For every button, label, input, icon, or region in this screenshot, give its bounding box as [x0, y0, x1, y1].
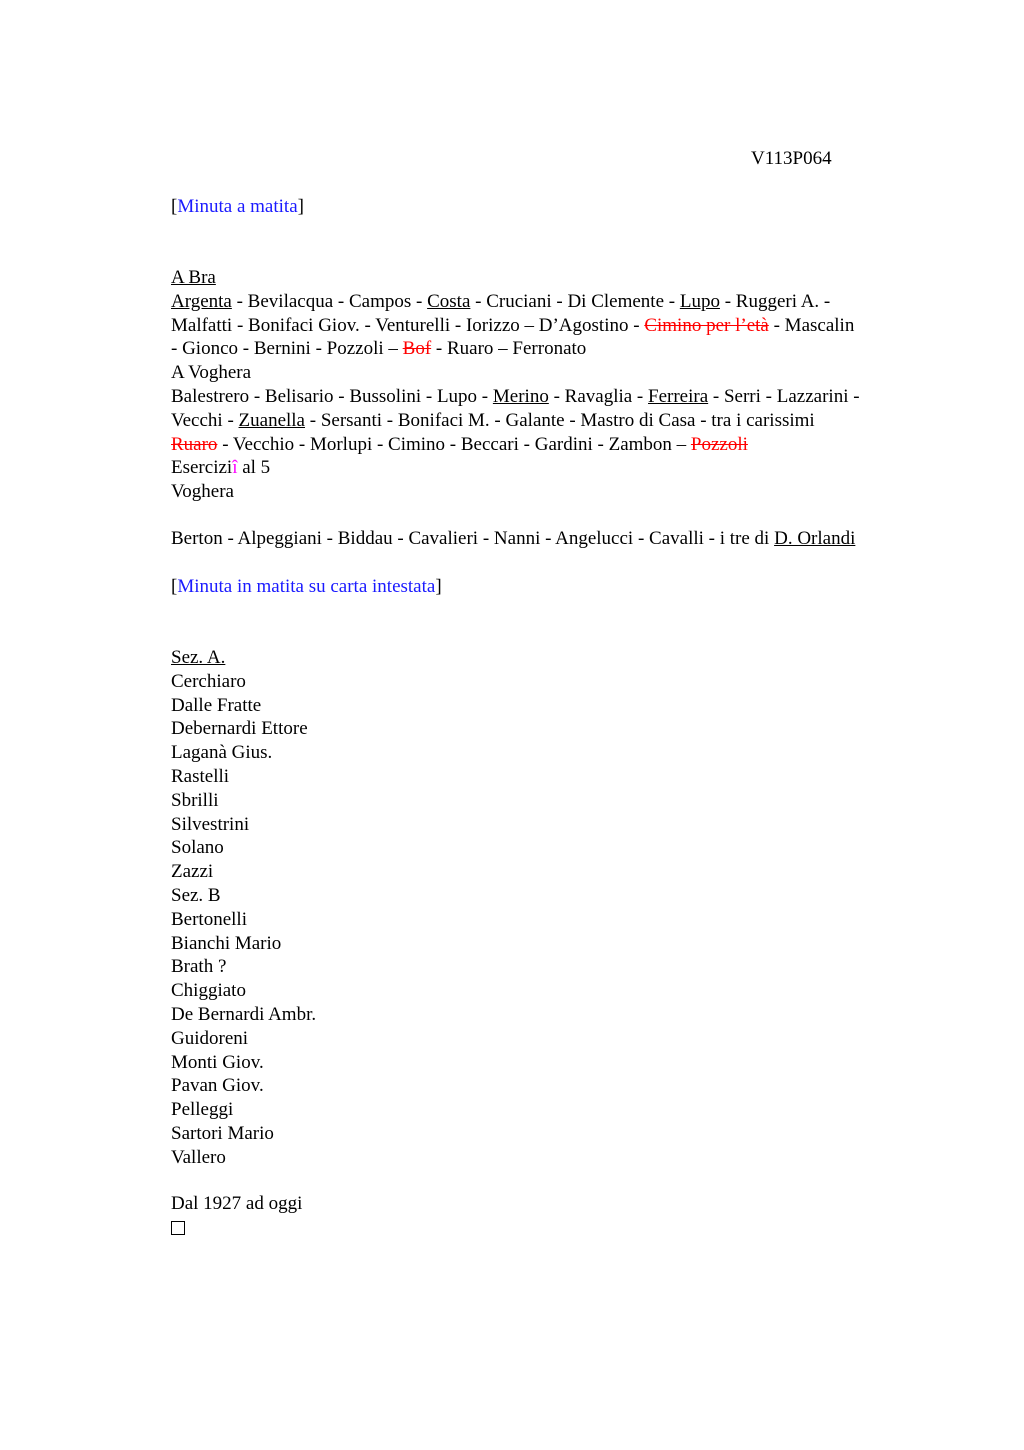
sections-list: [171, 646, 931, 1170]
struck-name: Cimino per l’età: [644, 314, 769, 336]
editorial-note-pencil-draft: [Minuta a matita]: [171, 196, 304, 217]
document-reference: V113P064: [751, 148, 832, 169]
name-list-text: - Ravaglia -: [548, 385, 649, 407]
list-item: Rastelli: [171, 765, 230, 787]
list-item: Bianchi Mario: [171, 932, 282, 954]
list-item: Monti Giov.: [171, 1051, 264, 1073]
name-list-text: - Gionco - Bernini - Pozzoli –: [171, 338, 403, 360]
voghera-heading: A Voghera: [171, 362, 252, 384]
list-item: De Bernardi Ambr.: [171, 1003, 317, 1025]
name-list-text: - Vecchio - Morlupi - Cimino - Beccari - Gardini - Zambon –: [217, 433, 691, 455]
name-underlined: Costa: [427, 290, 471, 312]
list-item: Bertonelli: [171, 908, 247, 930]
name-list-text: - Cruciani - Di Clemente -: [470, 290, 680, 312]
struck-name: Pozzoli: [690, 433, 748, 455]
uncertain-character: î: [232, 457, 238, 479]
name-list-text: - Sersanti - Bonifaci M. - Galante - Mastro di Casa - tra i carissimi: [305, 409, 815, 431]
voghera-line-2: [171, 409, 931, 433]
list-item: Silvestrini: [171, 813, 250, 835]
editorial-note-text: Minuta a matita: [177, 196, 298, 217]
list-item: Vallero: [171, 1146, 226, 1168]
berton-line: [171, 527, 931, 551]
name-list-text: - Bevilacqua - Campos -: [231, 290, 428, 312]
bra-heading: A Bra: [171, 267, 216, 288]
name-list-text: Balestrero - Belisario - Bussolini - Lupo -: [171, 385, 493, 407]
checkbox-symbol: [171, 1221, 185, 1235]
struck-name: Ruaro: [171, 433, 218, 455]
list-item: Sbrilli: [171, 789, 219, 811]
list-item: Sartori Mario: [171, 1122, 274, 1144]
name-list-text: - Serri - Lazzarini -: [708, 385, 860, 407]
list-item: Debernardi Ettore: [171, 718, 308, 740]
list-item: Solano: [171, 837, 224, 859]
editorial-note-text: Minuta in matita su carta intestata: [177, 576, 436, 597]
name-underlined: Merino: [492, 385, 549, 407]
name-list-text: - Mascalin: [768, 314, 855, 336]
bra-line-3: [171, 337, 931, 361]
closing-section: [171, 1192, 931, 1240]
section-b-heading: Sez. B: [171, 884, 221, 906]
bra-section: [171, 266, 931, 504]
list-item: Dalle Fratte: [171, 694, 262, 716]
line-text: Esercizi: [171, 457, 233, 479]
closing-line: Dal 1927 ad oggi: [171, 1193, 303, 1214]
voghera-line-5: Voghera: [171, 481, 234, 503]
list-item: Laganà Gius.: [171, 742, 273, 764]
voghera-line-4: [171, 456, 931, 480]
list-item: Guidoreni: [171, 1027, 249, 1049]
voghera-line-1: [171, 385, 931, 409]
name-underlined: Lupo: [679, 290, 720, 312]
list-item: Cerchiaro: [171, 670, 246, 692]
list-item: Brath ?: [171, 956, 227, 978]
list-item: Chiggiato: [171, 980, 246, 1002]
name-list-text: - Ruggeri A. -: [719, 290, 831, 312]
list-item: Zazzi: [171, 861, 214, 883]
name-underlined: Argenta: [171, 290, 232, 312]
name-list-text: Vecchi -: [171, 409, 239, 431]
name-list-text: Berton - Alpeggiani - Biddau - Cavalieri - Nanni - Angelucci - Cavalli - i tre di: [171, 528, 775, 549]
struck-name: Bof: [402, 338, 432, 360]
name-list-text: Malfatti - Bonifaci Giov. - Venturelli - Iorizzo – D’Agostino -: [171, 314, 645, 336]
line-text: al 5: [237, 457, 271, 479]
name-underlined: D. Orlandi: [774, 528, 856, 549]
list-item: Pelleggi: [171, 1099, 234, 1121]
section-a-heading: Sez. A.: [171, 647, 226, 668]
editorial-note-letterhead: [Minuta in matita su carta intestata]: [171, 576, 442, 597]
name-underlined: Zuanella: [238, 409, 305, 431]
bra-line-1: [171, 290, 931, 314]
name-underlined: Ferreira: [648, 385, 709, 407]
list-item: Pavan Giov.: [171, 1075, 264, 1097]
name-list-text: - Ruaro – Ferronato: [431, 338, 587, 360]
voghera-line-3: [171, 433, 931, 457]
bra-line-2: [171, 314, 931, 338]
